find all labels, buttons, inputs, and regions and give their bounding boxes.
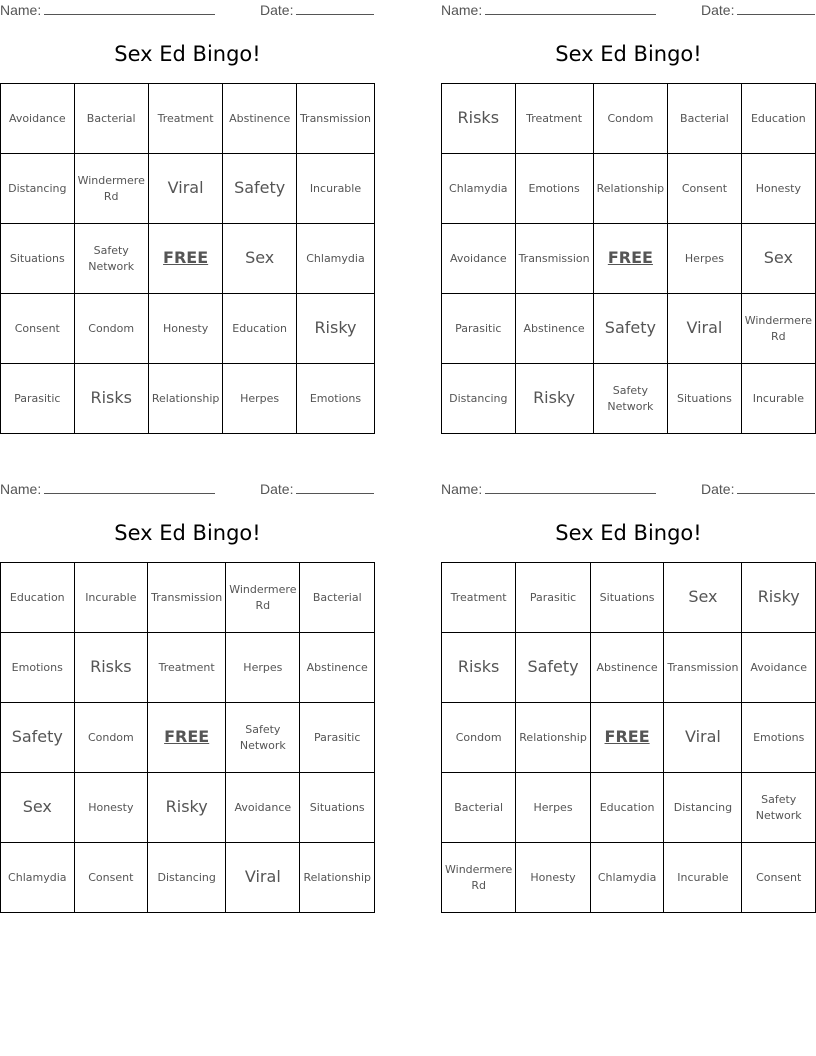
- date-label: Date:: [701, 2, 735, 18]
- bingo-cell: Bacterial: [75, 84, 149, 154]
- bingo-cell: Bacterial: [300, 563, 375, 633]
- bingo-cell: Chlamydia: [591, 843, 665, 913]
- bingo-cell: Viral: [664, 703, 742, 773]
- bingo-cell: Education: [591, 773, 665, 843]
- card-header: [441, 2, 816, 20]
- bingo-cell: Windermere Rd: [442, 843, 516, 913]
- bingo-cell: Relationship: [149, 364, 224, 434]
- bingo-card-4: [441, 479, 816, 913]
- bingo-cell: Avoidance: [1, 84, 75, 154]
- bingo-cell: Condom: [75, 703, 149, 773]
- bingo-cell: Distancing: [148, 843, 226, 913]
- bingo-cell: Distancing: [1, 154, 75, 224]
- bingo-cell: Transmission: [297, 84, 375, 154]
- bingo-cell: Viral: [668, 294, 742, 364]
- bingo-cell: Windermere Rd: [75, 154, 149, 224]
- bingo-cell: Viral: [226, 843, 300, 913]
- card-title: Sex Ed Bingo!: [114, 42, 261, 66]
- bingo-cell: Emotions: [742, 703, 816, 773]
- bingo-cell: Chlamydia: [442, 154, 516, 224]
- bingo-cell: Distancing: [664, 773, 742, 843]
- bingo-cell: Safety Network: [75, 224, 149, 294]
- bingo-cell: Safety Network: [742, 773, 816, 843]
- bingo-cell: Avoidance: [442, 224, 516, 294]
- bingo-cell: Condom: [442, 703, 516, 773]
- bingo-cell: Risks: [442, 633, 516, 703]
- bingo-cell: Herpes: [226, 633, 300, 703]
- bingo-cell: Windermere Rd: [226, 563, 300, 633]
- date-field: [260, 481, 374, 497]
- bingo-cell: Risky: [742, 563, 816, 633]
- date-label: Date:: [260, 481, 294, 497]
- bingo-cell: Risky: [297, 294, 375, 364]
- bingo-cell: Emotions: [297, 364, 375, 434]
- bingo-grid: [441, 562, 816, 913]
- name-blank-line: [44, 2, 215, 15]
- free-space: FREE: [594, 224, 669, 294]
- bingo-cell: Sex: [742, 224, 816, 294]
- date-field: [701, 481, 815, 497]
- bingo-cell: Chlamydia: [297, 224, 375, 294]
- name-field: [0, 2, 215, 18]
- name-blank-line: [485, 481, 656, 494]
- bingo-cell: Parasitic: [516, 563, 591, 633]
- bingo-cell: Relationship: [594, 154, 669, 224]
- bingo-cell: Transmission: [516, 224, 594, 294]
- bingo-cell: Emotions: [516, 154, 594, 224]
- bingo-grid: [441, 83, 816, 434]
- bingo-cell: Honesty: [149, 294, 224, 364]
- bingo-cell: Sex: [1, 773, 75, 843]
- card-header: [0, 2, 375, 20]
- bingo-cell: Risks: [442, 84, 516, 154]
- bingo-cell: Herpes: [223, 364, 297, 434]
- card-title: Sex Ed Bingo!: [555, 521, 702, 545]
- bingo-card-3: [0, 479, 375, 913]
- bingo-cell: Parasitic: [300, 703, 375, 773]
- free-space: FREE: [148, 703, 226, 773]
- bingo-cell: Condom: [75, 294, 149, 364]
- bingo-cell: Sex: [664, 563, 742, 633]
- bingo-cell: Risks: [75, 633, 149, 703]
- bingo-cell: Transmission: [664, 633, 742, 703]
- bingo-cell: Consent: [1, 294, 75, 364]
- bingo-cell: Distancing: [442, 364, 516, 434]
- bingo-cell: Incurable: [75, 563, 149, 633]
- bingo-cell: Education: [223, 294, 297, 364]
- bingo-cell: Risky: [516, 364, 594, 434]
- bingo-cell: Treatment: [442, 563, 516, 633]
- bingo-card-1: [0, 0, 375, 434]
- bingo-cell: Parasitic: [442, 294, 516, 364]
- date-label: Date:: [260, 2, 294, 18]
- name-blank-line: [44, 481, 215, 494]
- card-header: [441, 481, 816, 499]
- date-field: [701, 2, 815, 18]
- bingo-cell: Treatment: [148, 633, 226, 703]
- bingo-cell: Sex: [223, 224, 297, 294]
- date-label: Date:: [701, 481, 735, 497]
- bingo-cell: Windermere Rd: [742, 294, 816, 364]
- bingo-cell: Safety: [1, 703, 75, 773]
- name-field: [441, 481, 656, 497]
- bingo-cell: Safety: [223, 154, 297, 224]
- bingo-cell: Education: [1, 563, 75, 633]
- bingo-cell: Emotions: [1, 633, 75, 703]
- bingo-cell: Herpes: [516, 773, 591, 843]
- bingo-cell: Safety: [594, 294, 669, 364]
- bingo-cell: Bacterial: [668, 84, 742, 154]
- bingo-cell: Safety: [516, 633, 591, 703]
- date-field: [260, 2, 374, 18]
- bingo-cell: Honesty: [75, 773, 149, 843]
- bingo-grid: [0, 83, 375, 434]
- bingo-cell: Avoidance: [226, 773, 300, 843]
- bingo-cell: Honesty: [516, 843, 591, 913]
- bingo-cell: Incurable: [664, 843, 742, 913]
- bingo-cell: Situations: [300, 773, 375, 843]
- bingo-cell: Condom: [594, 84, 669, 154]
- name-label: Name:: [0, 2, 42, 18]
- bingo-cell: Treatment: [516, 84, 594, 154]
- date-blank-line: [737, 2, 815, 15]
- bingo-cell: Relationship: [300, 843, 375, 913]
- bingo-cell: Transmission: [148, 563, 226, 633]
- card-header: [0, 481, 375, 499]
- bingo-cell: Herpes: [668, 224, 742, 294]
- bingo-cell: Relationship: [516, 703, 591, 773]
- bingo-cell: Situations: [591, 563, 665, 633]
- free-space: FREE: [591, 703, 665, 773]
- bingo-cell: Treatment: [149, 84, 224, 154]
- bingo-grid: [0, 562, 375, 913]
- card-title: Sex Ed Bingo!: [555, 42, 702, 66]
- bingo-cell: Incurable: [297, 154, 375, 224]
- bingo-cell: Abstinence: [516, 294, 594, 364]
- date-blank-line: [737, 481, 815, 494]
- bingo-cell: Safety Network: [226, 703, 300, 773]
- name-field: [441, 2, 656, 18]
- name-blank-line: [485, 2, 656, 15]
- bingo-cell: Risky: [148, 773, 226, 843]
- bingo-cell: Education: [742, 84, 816, 154]
- name-field: [0, 481, 215, 497]
- bingo-cell: Abstinence: [300, 633, 375, 703]
- bingo-cell: Risks: [75, 364, 149, 434]
- name-label: Name:: [0, 481, 42, 497]
- card-title: Sex Ed Bingo!: [114, 521, 261, 545]
- bingo-cell: Incurable: [742, 364, 816, 434]
- bingo-cell: Consent: [668, 154, 742, 224]
- bingo-cell: Abstinence: [591, 633, 665, 703]
- bingo-cell: Honesty: [742, 154, 816, 224]
- bingo-cell: Chlamydia: [1, 843, 75, 913]
- bingo-cell: Viral: [149, 154, 224, 224]
- bingo-cell: Consent: [742, 843, 816, 913]
- name-label: Name:: [441, 481, 483, 497]
- bingo-cell: Consent: [75, 843, 149, 913]
- date-blank-line: [296, 2, 374, 15]
- free-space: FREE: [149, 224, 224, 294]
- bingo-cell: Bacterial: [442, 773, 516, 843]
- name-label: Name:: [441, 2, 483, 18]
- bingo-card-2: [441, 0, 816, 434]
- date-blank-line: [296, 481, 374, 494]
- bingo-cell: Situations: [1, 224, 75, 294]
- bingo-cell: Parasitic: [1, 364, 75, 434]
- bingo-cell: Abstinence: [223, 84, 297, 154]
- bingo-cell: Safety Network: [594, 364, 669, 434]
- bingo-cell: Situations: [668, 364, 742, 434]
- bingo-cell: Avoidance: [742, 633, 816, 703]
